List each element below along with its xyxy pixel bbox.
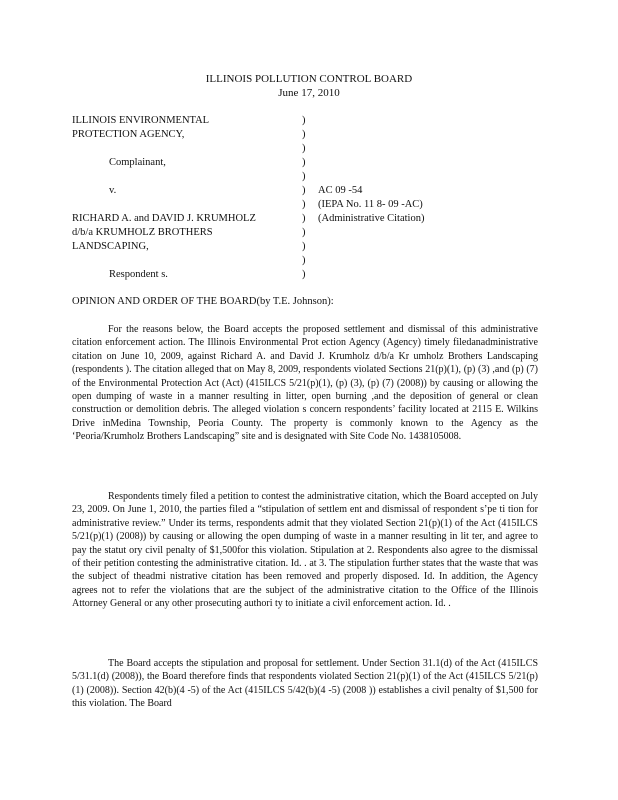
order-date: June 17, 2010 (278, 87, 340, 99)
caption-line (72, 198, 292, 212)
caption-line: Respondent s. (109, 269, 168, 280)
caption-line (72, 170, 292, 184)
caption-line: Complainant, (109, 157, 166, 168)
caption-case-number (318, 184, 518, 226)
caption-line: d/b/a KRUMHOLZ BROTHERS (72, 227, 213, 238)
caption-parties (72, 114, 292, 282)
caption-line: LANDSCAPING, (72, 241, 149, 252)
caption-line (72, 142, 292, 156)
iepa-number: (IEPA No. 11 8- 09 -AC) (318, 199, 423, 210)
body-paragraph-3: The Board accepts the stipulation and proposal for settlement. Under Section 31.1(d) of the Act (415ILCS 5/31.1(d) (2008)), the Board therefore finds that respondents violated Section 21(p)(1) of the Act (415ILCS 5/21(p)(1) (2008)). Section 42(b)(4 -5) of the Act (415ILCS 5/42(b)(4 -5) (2008 )) establishes a civil penalty of $1,500 for this violation. The Board (72, 658, 538, 710)
body-paragraph-1: For the reasons below, the Board accepts the proposed settlement and dismissal of this administrative citation enforcement action. The Illinois Environmental Prot ection Agency (Agency) timely filedanadministrative citation on June 10, 2009, against Richard A. and David J. Krumholz d/b/a Kr umholz Brothers Landscaping (respondents ). The citation alleged that on May 8, 2009, respondents violated Sections 21(p)(1), (p) (3) ,and (p) (7) of the Environmental Protection Act (Act) (415ILCS 5/21(p)(1), (p) (3), (p) (7) (2008)) by causing or allowing the open dumping of waste in a manner resulting in litter, open burning ,and the deposition of general or clean construction or demolition debris. The alleged violation s concern respondents’ facility located at 2115 E. Wilkins Drive inMedina Township, Peoria County. The property is commonly known to the Agency as the ‘Peoria/Krumholz Brothers Landscaping” site and is designated with Site Code No. 1438105008. (72, 324, 538, 443)
court-name: ILLINOIS POLLUTION CONTROL BOARD (205, 73, 413, 85)
document-header (0, 72, 618, 100)
caption-line: RICHARD A. and DAVID J. KRUMHOLZ (72, 213, 256, 224)
opinion-heading: OPINION AND ORDER OF THE BOARD(by T.E. Johnson): (72, 296, 334, 307)
caption-line: PROTECTION AGENCY, (72, 129, 185, 140)
case-number: AC 09 -54 (318, 185, 363, 196)
caption-line (72, 254, 292, 268)
caption-parentheses: ) ) ) ) ) ) ) ) ) ) ) ) (302, 115, 306, 280)
case-type: (Administrative Citation) (318, 213, 425, 224)
caption-line: v. (109, 185, 117, 196)
caption-line: ILLINOIS ENVIRONMENTAL (72, 115, 210, 126)
body-paragraph-2: Respondents timely filed a petition to contest the administrative citation, which the Board accepted on July 23, 2009. On June 1, 2010, the parties filed a “stipulation of settlem ent and dismissal of respondent s’pe ti tion for administrative review.” Under its terms, respondents admit that they violated Section 21(p)(1) of the Act (415ILCS 5/21(p)(1) (2008)) by causing or allowing the open dumping of waste in a manner resulting in lit ter, and agree to pay the statut ory civil penalty of $1,500for this violation. Stipulation at 2. Respondents also agree to the dismissal of their petition contesting the administrative citation. Id. . at 3. The stipulation further states that the waste that was the subject of theadmi nistrative citation has been removed and properly disposed. Id. In addition, the Agency agrees not to refer the violations that are the subject of the administrative citation to the Office of the Illinois Attorney General or any other prosecuting authori ty to initiate a civil enforcement action. Id. . (72, 491, 538, 610)
